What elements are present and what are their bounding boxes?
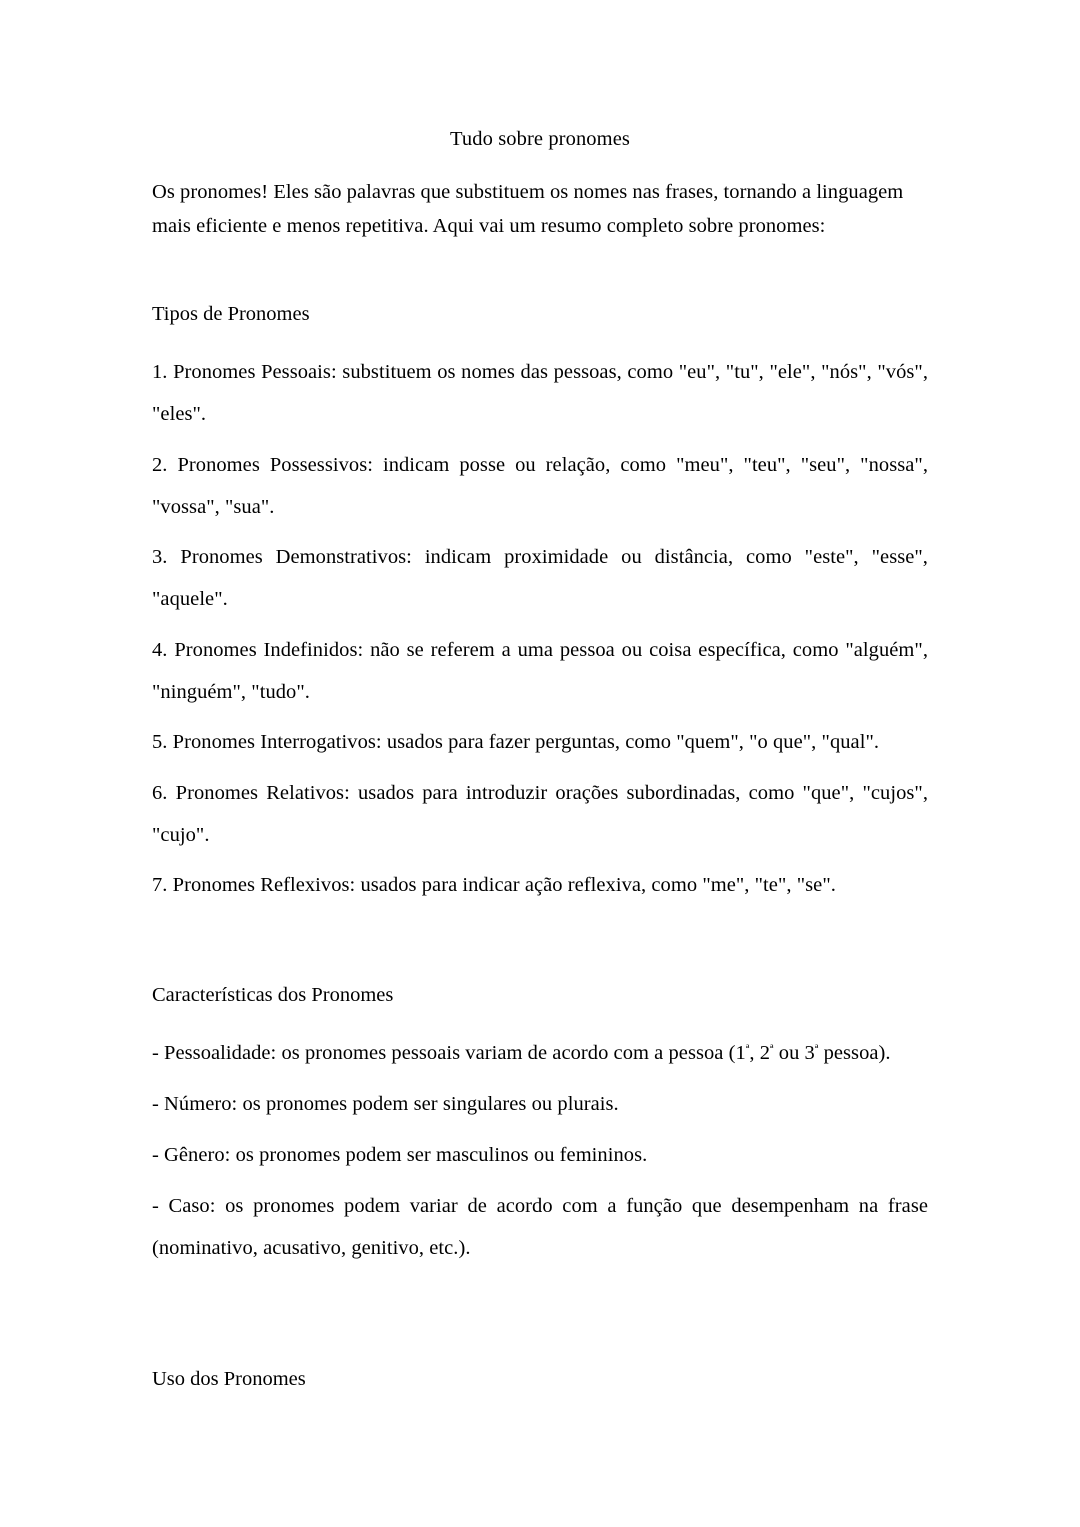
spacer [152, 329, 928, 351]
intro-paragraph: Os pronomes! Eles são palavras que substituem os nomes nas frases, tornando a linguagem mais eficiente e menos repetitiva. Aqui vai um resumo completo sobre pronomes: [152, 181, 904, 237]
section-heading-uso: Uso dos Pronomes [152, 1368, 306, 1390]
ordinal-marker: ª [770, 1042, 774, 1057]
list-item: 5. Pronomes Interrogativos: usados para fazer perguntas, como "quem", "o que", "qual". [152, 731, 880, 753]
list-item: - Caso: os pronomes podem variar de acordo com a função que desempenham na frase (nominativo, acusativo, genitivo, etc.). [152, 1195, 928, 1259]
page-title: Tudo sobre pronomes [450, 128, 630, 150]
list-item: - Pessoalidade: os pronomes pessoais variam de acordo com a pessoa ($1^ª$, $2^ª$ ou $3^ª$ pessoa). [152, 1042, 891, 1064]
section-heading-tipos: Tipos de Pronomes [152, 303, 310, 325]
list-item: - Número: os pronomes podem ser singulares ou plurais. [152, 1093, 619, 1115]
document-body [152, 124, 928, 1394]
list-item: 2. Pronomes Possessivos: indicam posse ou relação, como "meu", "teu", "seu", "nossa", "vossa", "sua". [152, 453, 928, 518]
spacer [152, 906, 928, 980]
list-item: 6. Pronomes Relativos: usados para introduzir orações subordinadas, como "que", "cujos", "cujo". [152, 781, 928, 846]
list-item: 1. Pronomes Pessoais: substituem os nomes das pessoas, como "eu", "tu", "ele", "nós", "vós", "eles". [152, 361, 928, 425]
list-item: 7. Pronomes Reflexivos: usados para indicar ação reflexiva, como "me", "te", "se". [152, 874, 836, 896]
list-item: - Gênero: os pronomes podem ser masculinos ou femininos. [152, 1144, 648, 1166]
ordinal-marker: ª [745, 1042, 750, 1057]
spacer [152, 243, 928, 299]
list-item: 3. Pronomes Demonstrativos: indicam proximidade ou distância, como "este", "esse", "aquele". [152, 546, 928, 610]
section-heading-caracteristicas: Características dos Pronomes [152, 984, 394, 1006]
spacer [152, 1278, 928, 1364]
list-item: 4. Pronomes Indefinidos: não se referem a uma pessoa ou coisa específica, como "alguém", "ninguém", "tudo". [152, 638, 928, 703]
spacer [152, 1010, 928, 1032]
ordinal-marker: ª [814, 1042, 819, 1057]
